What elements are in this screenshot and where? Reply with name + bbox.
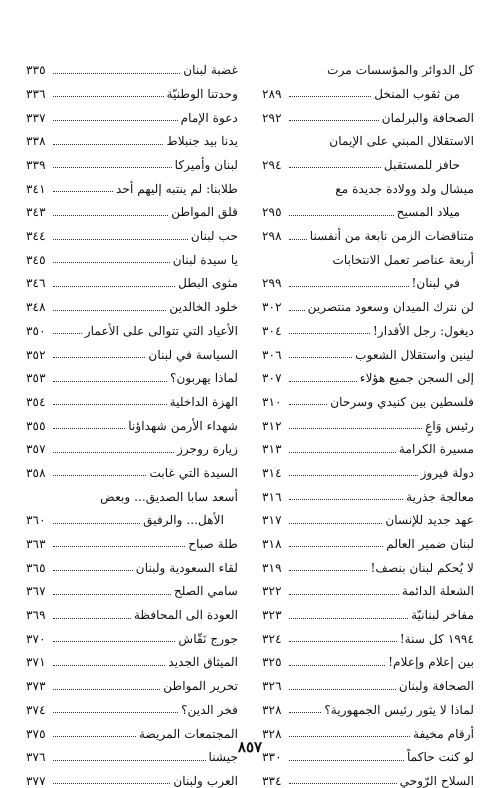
dot-leader <box>53 215 168 216</box>
toc-entry-title: أرقام مخيفة <box>412 726 474 741</box>
dot-leader <box>289 523 382 524</box>
dot-leader <box>53 783 170 784</box>
toc-entry-page: ٣١٢ <box>262 418 282 433</box>
toc-entry-title: الأعياد التي تتوالى على الأعمار <box>84 323 238 338</box>
toc-entry-page: ٣٤٦ <box>26 276 46 291</box>
toc-entry <box>262 599 474 623</box>
toc-entry <box>26 125 238 149</box>
toc-entry-title: لبنان ضمير العالم <box>386 537 474 552</box>
toc-entry-page: ٣٣٦ <box>26 86 46 101</box>
dot-leader <box>53 286 175 287</box>
toc-entry-title: جورج نَقّاش <box>178 631 238 646</box>
toc-entry-page: ٣٠٦ <box>262 347 282 362</box>
toc-entry <box>262 433 474 457</box>
toc-entry <box>262 670 474 694</box>
toc-entry-title: حب لبنان <box>190 229 238 244</box>
toc-entry-page: ٣٢٥ <box>262 655 282 670</box>
toc-entry-page: ٢٩٨ <box>262 229 282 244</box>
toc-entry-title: جيشنا <box>208 750 238 765</box>
dot-leader <box>53 523 140 524</box>
toc-entry-title: الهزة الداخلية <box>169 394 238 409</box>
toc-entry-page: ٣١٩ <box>262 560 282 575</box>
toc-entry-title: لن نترك الميدان وسعود منتصرين <box>307 300 474 315</box>
toc-entry-title: قلق المواطن <box>171 205 238 220</box>
toc-entry-page: ٣١٨ <box>262 537 282 552</box>
toc-entry-title: لماذا يهربون؟ <box>169 371 238 386</box>
toc-entry-title: زيارة روجرز <box>176 442 238 457</box>
toc-entry <box>262 125 474 149</box>
toc-entry <box>26 386 238 410</box>
dot-leader <box>53 689 160 690</box>
toc-entry-title: فخر الدين؟ <box>181 702 238 717</box>
toc-entry <box>26 457 238 481</box>
toc-entry-title: رئيس وَاعٍ <box>425 418 474 433</box>
toc-entry-title: حافز للمستقبل <box>383 158 460 173</box>
toc-entry <box>26 315 238 339</box>
toc-entry-page: ٣٧٠ <box>26 631 46 646</box>
toc-entry <box>26 433 238 457</box>
toc-entry-title: بين إعلام وإعلام! <box>388 655 474 670</box>
toc-entry <box>262 646 474 670</box>
dot-leader <box>53 618 131 619</box>
toc-entry-page: ٣٣٧ <box>26 110 46 125</box>
toc-entry <box>262 623 474 647</box>
dot-leader <box>53 381 167 382</box>
toc-entry-title: ١٩٩٤ كل سنة! <box>399 631 474 646</box>
toc-entry-page: ٣١٠ <box>262 394 282 409</box>
toc-entry-page: ٣٧٧ <box>26 773 46 788</box>
toc-entry <box>26 362 238 386</box>
toc-entry-title: الصحافة والبرلمان <box>381 110 474 125</box>
toc-entry-title: مسيرة الكرامة <box>398 442 474 457</box>
toc-entry-page: ٣٥٢ <box>26 347 46 362</box>
toc-entry <box>262 338 474 362</box>
toc-entry-title: من ثقوب المنخل <box>374 86 460 101</box>
toc-entry-page: ٣٥٤ <box>26 394 46 409</box>
dot-leader <box>53 310 166 311</box>
toc-entry <box>262 196 474 220</box>
toc-entry <box>26 765 238 788</box>
dot-leader <box>53 452 174 453</box>
toc-entry-title: خلود الخالدين <box>169 300 238 315</box>
dot-leader <box>289 428 422 429</box>
toc-entry <box>26 575 238 599</box>
toc-entry <box>262 480 474 504</box>
toc-entry-page: ٣٦٠ <box>26 513 46 528</box>
toc-entry <box>262 528 474 552</box>
toc-entry-title: الأهل... والرفيق <box>143 513 224 528</box>
dot-leader <box>289 641 397 642</box>
toc-entry-title: الصحافة ولبنان <box>398 679 474 694</box>
toc-entry-page: ٣٢٢ <box>262 584 282 599</box>
toc-entry-page: ٣٤٨ <box>26 300 46 315</box>
toc-entry <box>26 599 238 623</box>
toc-entry <box>262 267 474 291</box>
dot-leader <box>53 736 136 737</box>
toc-entry-page: ٣٢٣ <box>262 608 282 623</box>
toc-entry-title: الشعلة الدائمة <box>401 584 474 599</box>
toc-entry-page: ٣٠٢ <box>262 300 282 315</box>
toc-entry-page: ٢٩٤ <box>262 158 282 173</box>
toc-entry-page: ٣٥٧ <box>26 442 46 457</box>
toc-entry <box>26 528 238 552</box>
dot-leader <box>53 262 170 263</box>
toc-entry <box>26 172 238 196</box>
toc-entry-page: ٣٣٨ <box>26 134 46 149</box>
toc-entry <box>262 220 474 244</box>
toc-entry-page: ٣٥٥ <box>26 418 46 433</box>
toc-entry-title: ميلاد المسيح <box>396 205 460 220</box>
toc-entry <box>262 101 474 125</box>
dot-leader <box>53 357 145 358</box>
toc-entry <box>26 220 238 244</box>
toc-entry-title: معالجة جذرية <box>406 489 474 504</box>
dot-leader <box>289 665 385 666</box>
toc-entry-page: ٣٢٤ <box>262 631 282 646</box>
toc-entry <box>26 149 238 173</box>
dot-leader <box>53 239 188 240</box>
toc-entry <box>26 694 238 718</box>
toc-entry <box>26 551 238 575</box>
toc-entry <box>26 196 238 220</box>
dot-leader <box>53 665 165 666</box>
dot-leader <box>289 499 403 500</box>
dot-leader <box>53 760 206 761</box>
toc-entry <box>262 149 474 173</box>
toc-entry <box>26 78 238 102</box>
toc-entry-title: فلسطين بين كنيدي وسرحان <box>330 394 474 409</box>
dot-leader <box>289 381 357 382</box>
dot-leader <box>53 144 163 145</box>
toc-entry-page: ٣٤١ <box>26 181 46 196</box>
toc-entry <box>262 315 474 339</box>
toc-entry <box>26 480 238 504</box>
toc-entry <box>262 291 474 315</box>
dot-leader <box>289 546 383 547</box>
toc-entry-page: ٣١٤ <box>262 465 282 480</box>
dot-leader <box>53 570 133 571</box>
dot-leader <box>289 167 381 168</box>
toc-entry-page: ٣٥٠ <box>26 323 46 338</box>
toc-entry-title: عهد جديد للإنسان <box>385 513 474 528</box>
toc-entry-page: ٣٧٦ <box>26 750 46 765</box>
toc-entry-page: ٣٣٠ <box>262 750 282 765</box>
toc-entry-page: ٣١٣ <box>262 442 282 457</box>
dot-leader <box>53 167 172 168</box>
toc-entry <box>26 338 238 362</box>
toc-entry <box>26 409 238 433</box>
dot-leader <box>53 475 146 476</box>
toc-entry-title: السيدة التي غابت <box>149 465 238 480</box>
toc-entry-page: ٣٠٧ <box>262 371 282 386</box>
toc-entry-title: إلى السجن جميع هؤلاء <box>359 371 474 386</box>
toc-entry <box>26 291 238 315</box>
toc-entry <box>262 765 474 788</box>
toc-entry-page: ٣١٦ <box>262 489 282 504</box>
toc-entry-page: ٢٨٩ <box>262 86 282 101</box>
toc-entry-page: ٣٢٨ <box>262 726 282 741</box>
toc-entry <box>26 54 238 78</box>
toc-entry-title: طلة صباح <box>188 537 238 552</box>
toc-entry <box>262 386 474 410</box>
dot-leader <box>53 428 125 429</box>
toc-entry-title: لا يُحكم لبنان بنصف! <box>370 560 474 575</box>
dot-leader <box>289 570 367 571</box>
dot-leader <box>53 546 185 547</box>
toc-column-left <box>26 54 238 788</box>
dot-leader <box>289 215 394 216</box>
dot-leader <box>289 783 397 784</box>
toc-entry-title: المجتمعات المريضة <box>138 726 238 741</box>
dot-leader <box>289 286 409 287</box>
toc-entry-title: لو كنت حاكماً <box>406 750 474 765</box>
toc-entry-title: دولة فيروز <box>420 465 474 480</box>
toc-entry-page: ٢٩٩ <box>262 276 282 291</box>
toc-entry <box>262 78 474 102</box>
toc-entry-title: أربعة عناصر تعمل الانتخابات <box>332 252 474 267</box>
toc-entry-title: مثوى البطل <box>178 276 238 291</box>
toc-entry-title: السلاح الرّوحي <box>399 773 474 788</box>
dot-leader <box>289 760 404 761</box>
dot-leader <box>289 239 307 240</box>
toc-entry-title: لينين واستقلال الشعوب <box>355 347 474 362</box>
toc-entry-title: كل الدوائر والمؤسسات مرت <box>327 63 474 78</box>
toc-entry-page: ٣١٧ <box>262 513 282 528</box>
dot-leader <box>53 191 113 192</box>
dot-leader <box>289 357 352 358</box>
toc-entry-page: ٣٧١ <box>26 655 46 670</box>
toc-entry-title: لقاء السعودية ولبنان <box>135 560 238 575</box>
toc-entry-title: تحرير المواطن <box>163 679 238 694</box>
dot-leader <box>53 712 178 713</box>
toc-entry-page: ٣٣٤ <box>262 773 282 788</box>
toc-entry-page: ٣٥٨ <box>26 465 46 480</box>
toc-column-right <box>262 54 474 788</box>
toc-entry-title: لبنان وأميركا <box>174 158 238 173</box>
dot-leader <box>289 594 399 595</box>
dot-leader <box>53 404 167 405</box>
toc-entry-page: ٣٢٨ <box>262 702 282 717</box>
toc-entry <box>26 267 238 291</box>
toc-entry-page: ٣٥٣ <box>26 371 46 386</box>
toc-entry <box>262 409 474 433</box>
toc-entry-page: ٢٩٢ <box>262 110 282 125</box>
toc-entry-page: ٣٢٦ <box>262 679 282 694</box>
dot-leader <box>53 594 171 595</box>
toc-entry-title: وحدتنا الوطنيّة <box>166 86 238 101</box>
dot-leader <box>289 404 327 405</box>
toc-entry-title: غضبة لبنان <box>183 63 238 78</box>
toc-entry-title: لماذا لا يثور رئيس الجمهورية؟ <box>324 702 474 717</box>
toc-entry <box>26 101 238 125</box>
toc-entry <box>262 457 474 481</box>
toc-entry-title: العودة الى المحافظة <box>133 608 238 623</box>
toc-entry-page: ٣٦٣ <box>26 537 46 552</box>
toc-entry-page: ٣٦٩ <box>26 608 46 623</box>
toc-entry-title: متناقضات الزمن نابعة من أنفسنا <box>309 229 474 244</box>
toc-entry-page: ٣٧٤ <box>26 702 46 717</box>
toc-entry-title: أسعد سابا الصديق... وبعض <box>100 489 238 504</box>
toc-entry-page: ٣٤٤ <box>26 229 46 244</box>
toc-entry-page: ٣٣٩ <box>26 158 46 173</box>
toc-entry-page: ٣٣٥ <box>26 63 46 78</box>
toc-entry-page: ٣٤٣ <box>26 205 46 220</box>
dot-leader <box>289 96 371 97</box>
toc-entry <box>26 646 238 670</box>
toc-entry-title: سامي الصلح <box>173 584 238 599</box>
toc-entry <box>262 362 474 386</box>
toc-entry <box>262 54 474 78</box>
toc-entry-title: يدنا بيد جنبلاط <box>166 134 238 149</box>
toc-entry-title: الميثاق الجديد <box>168 655 238 670</box>
toc-entry <box>262 244 474 268</box>
toc-entry-page: ٣٧٣ <box>26 679 46 694</box>
toc-entry-page: ٣٦٥ <box>26 560 46 575</box>
dot-leader <box>53 96 164 97</box>
dot-leader <box>53 120 178 121</box>
dot-leader <box>289 333 370 334</box>
toc-entry-title: دعوة الإمام <box>180 110 238 125</box>
toc-entry-page: ٣٠٤ <box>262 323 282 338</box>
page-number: ٨٥٧ <box>237 738 263 756</box>
dot-leader <box>289 712 321 713</box>
toc-entry <box>26 244 238 268</box>
toc-entry <box>26 670 238 694</box>
toc-entry-page: ٢٩٥ <box>262 205 282 220</box>
toc-entry <box>262 172 474 196</box>
toc-entry-title: في لبنان! <box>411 276 460 291</box>
dot-leader <box>53 641 175 642</box>
toc-entry-title: مفاخر لبنانيّة <box>411 608 474 623</box>
dot-leader <box>289 689 396 690</box>
dot-leader <box>289 120 379 121</box>
toc-entry <box>262 575 474 599</box>
dot-leader <box>53 73 180 74</box>
toc-entry-title: الاستقلال المبني على الإيمان <box>329 134 474 149</box>
dot-leader <box>289 310 305 311</box>
toc-entry <box>26 623 238 647</box>
toc-entry-title: طلابنا: لم ينتبه إليهم أحد <box>116 181 238 196</box>
dot-leader <box>289 452 396 453</box>
toc-entry-page: ٣٤٥ <box>26 252 46 267</box>
toc-entry-title: العرب ولبنان <box>173 773 238 788</box>
toc-entry-title: السياسة في لبنان <box>148 347 238 362</box>
toc-entry <box>26 504 238 528</box>
toc-entry-page: ٣٦٧ <box>26 584 46 599</box>
dot-leader <box>289 475 418 476</box>
toc-entry <box>262 551 474 575</box>
dot-leader <box>289 736 410 737</box>
dot-leader <box>289 618 408 619</box>
toc-entry-title: ميشال ولد وولادة جديدة مع <box>335 181 474 196</box>
toc-entry-title: شهداء الأرمن شهداؤنا <box>128 418 238 433</box>
toc-entry-title: يا سيدة لبنان <box>172 252 238 267</box>
toc-entry <box>262 694 474 718</box>
dot-leader <box>53 333 82 334</box>
toc-entry <box>262 504 474 528</box>
toc-entry-title: ديغول: رجل الأقدار! <box>372 323 474 338</box>
toc-entry-page: ٣٧٥ <box>26 726 46 741</box>
